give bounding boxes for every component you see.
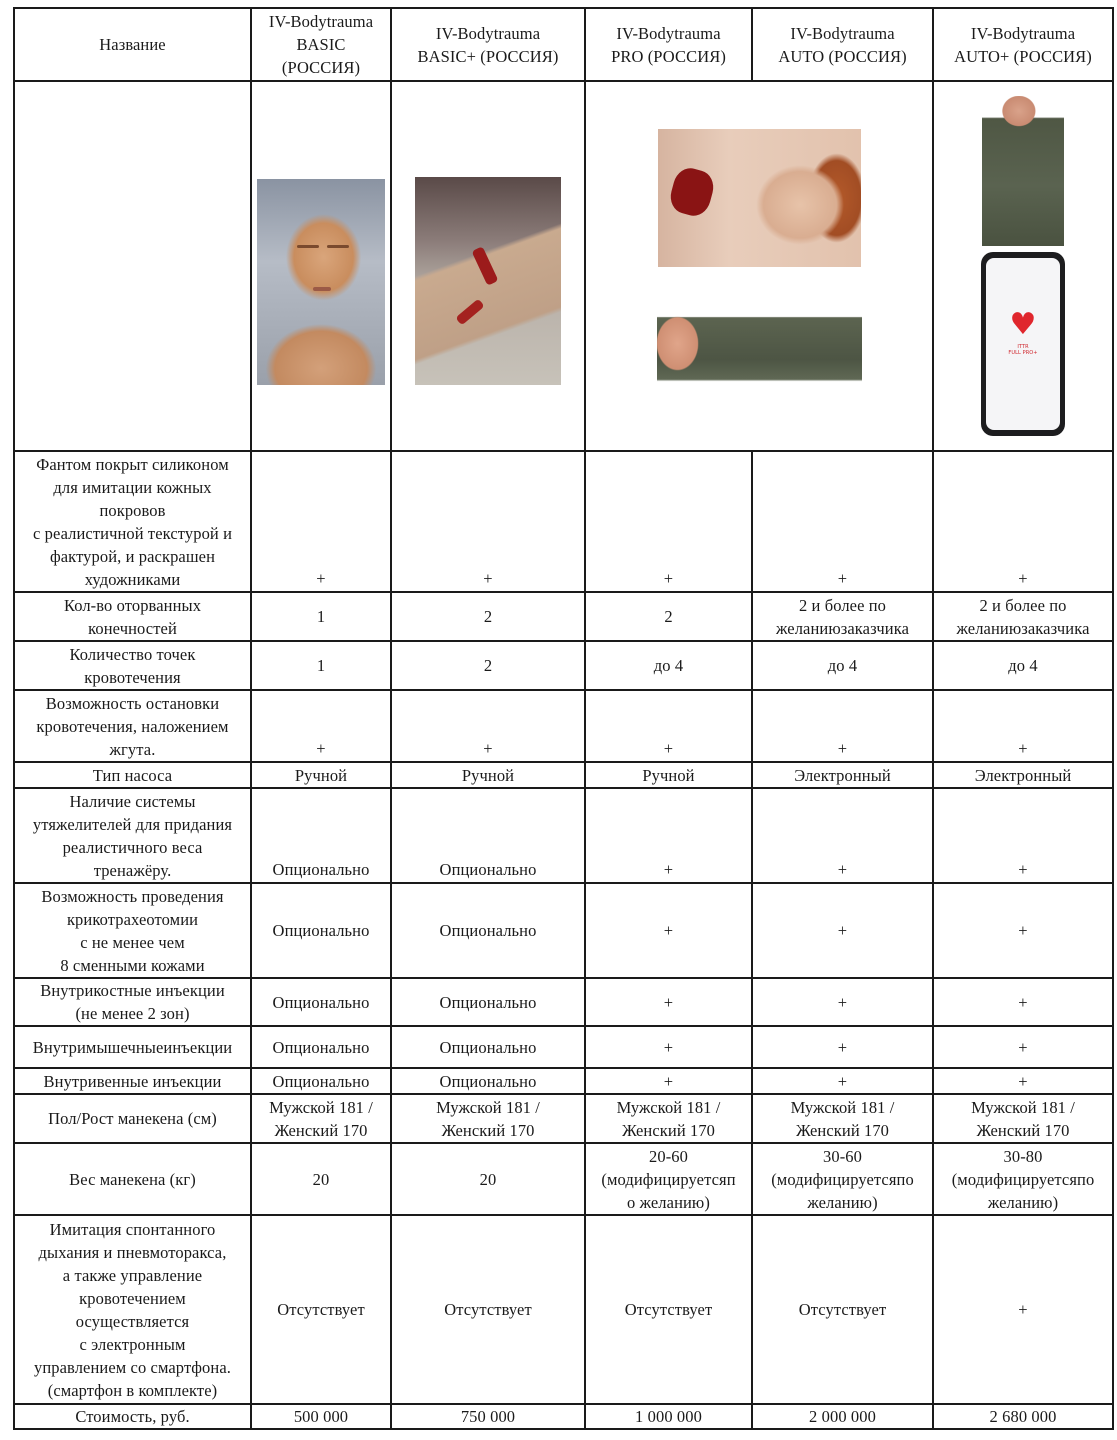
row-label-line: фактурой, и раскрашен [49,546,216,566]
row-label-line: покровов [99,500,166,520]
wounded-arm-photo [415,177,561,385]
value-cell [752,1026,933,1068]
value-cell [933,1068,1113,1094]
value-line: + [663,1037,674,1057]
value-line: + [1018,992,1028,1012]
value-line: + [1018,921,1028,940]
value-line: + [1018,1071,1028,1091]
value-line: + [316,739,326,758]
value-line: Опционально [439,860,537,879]
row-label [14,883,251,978]
value-line: Опционально [272,1071,370,1091]
value-cell [585,690,752,762]
value-line: (модифицируетсяпо [771,1169,914,1189]
value-line: Мужской 181 / [790,1097,895,1117]
value-line: Опционально [272,860,370,879]
value-line: желаниюзаказчика [776,618,909,638]
value-cell [752,1068,933,1094]
row-label-line: с не менее чем [80,932,185,952]
row-label [14,1215,251,1404]
row-label-line: Фантом покрыт силиконом [36,454,229,474]
value-cell [752,1215,933,1404]
value-cell [585,788,752,883]
value-line: Отсутствует [798,1300,887,1319]
table-row [14,1026,1113,1068]
table-row [14,1094,1113,1143]
value-cell [391,1215,585,1404]
row-label-line: Количество точек [69,644,196,664]
smartphone-app-screenshot [981,252,1065,436]
value-line: Отсутствует [277,1300,365,1319]
table-row [14,1215,1113,1404]
value-line: Отсутствует [624,1300,713,1319]
row-label-line: управлением со смартфона. [34,1357,231,1377]
row-label-line: (не менее 2 зон) [75,1004,190,1023]
value-line: 2 [483,656,493,675]
row-label-line: с реалистичной текстурой и [32,523,233,543]
value-cell [585,641,752,690]
row-label-line: реалистичного веса [62,837,203,857]
value-cell [585,1404,752,1429]
value-line: Мужской 181 / [616,1097,721,1117]
value-line: Женский 170 [621,1120,716,1140]
value-cell [391,451,585,592]
value-cell [251,1094,391,1143]
table-row [14,592,1113,641]
value-line: Женский 170 [441,1120,535,1140]
value-line: + [1018,1037,1028,1057]
value-cell [752,451,933,592]
value-cell [752,592,933,641]
table-row [14,978,1113,1026]
value-line: Опционально [272,992,370,1012]
row-label-line: Внутрикостные инъекции [40,981,225,1000]
row-label-line: Имитация спонтанного [49,1219,216,1239]
value-line: 30-60 [823,1146,862,1166]
value-line: + [663,860,674,879]
product-header-auto-plus [933,8,1113,81]
row-label-line: Тип насоса [92,765,173,785]
value-line: 20 [479,1169,497,1189]
value-line: 20 [312,1169,330,1189]
row-label [14,641,251,690]
value-line: желаниюзаказчика [956,618,1090,638]
value-cell [585,1068,752,1094]
row-label [14,592,251,641]
image-cell-auto-plus [933,81,1113,451]
value-cell [251,451,391,592]
value-line: + [837,1037,848,1057]
product-header-pro [585,8,752,81]
value-cell [251,1068,391,1094]
value-line: Электронный [794,765,891,785]
row-label-line: Вес манекена (кг) [69,1169,196,1189]
row-label-line: Стоимость, руб. [75,1407,190,1426]
value-line: + [837,921,848,940]
row-label-line: (смартфон в комплекте) [47,1380,218,1400]
value-line: + [663,921,674,940]
value-cell [933,978,1113,1026]
value-cell [933,1143,1113,1215]
row-label [14,1026,251,1068]
value-cell [933,641,1113,690]
value-cell [251,1215,391,1404]
value-line: + [483,569,493,588]
standing-soldier-mannequin-photo [982,96,1064,246]
table-row [14,1068,1113,1094]
phone-caption-line: ITTR [1017,344,1029,350]
value-cell [251,592,391,641]
value-line: + [663,739,674,758]
value-cell [391,1143,585,1215]
row-label-line: конечностей [88,618,177,638]
value-line: Ручной [461,765,515,785]
value-cell [585,762,752,788]
value-cell [585,1143,752,1215]
value-line: желанию) [987,1192,1059,1212]
row-label-line: 8 сменными кожами [60,955,205,975]
value-line: 2 и более по [979,595,1067,615]
value-cell [585,978,752,1026]
row-label [14,1143,251,1215]
value-cell [251,641,391,690]
value-cell [391,978,585,1026]
value-cell [391,641,585,690]
value-cell [585,1094,752,1143]
value-cell [251,1404,391,1429]
value-line: Женский 170 [795,1120,890,1140]
value-cell [585,1215,752,1404]
value-cell [933,788,1113,883]
row-label-line: художниками [84,569,181,589]
value-cell [391,690,585,762]
value-cell [251,1026,391,1068]
value-line: 1 [316,607,326,626]
value-line: Мужской 181 / [269,1097,373,1117]
value-line: желанию) [807,1192,878,1212]
value-cell [933,1215,1113,1404]
image-cell-basic [251,81,391,451]
value-line: Опционально [439,1071,537,1091]
row-label-line: Кол-во оторванных [63,595,202,615]
value-cell [585,592,752,641]
value-cell [251,978,391,1026]
value-line: Женский 170 [976,1120,1070,1140]
table-row [14,641,1113,690]
value-cell [391,1068,585,1094]
lying-soldier-mannequin-photo [657,295,862,403]
table-row [14,1143,1113,1215]
value-line: 500 000 [293,1407,349,1426]
row-label-line: Пол/Рост манекена (см) [48,1109,217,1128]
value-line: Опционально [439,1037,537,1057]
header-line: IV-Bodytrauma [268,12,374,31]
header-line: IV-Bodytrauma [435,23,541,43]
value-line: Электронный [974,765,1072,785]
row-label [14,978,251,1026]
value-line: + [1018,860,1028,879]
row-label [14,1068,251,1094]
value-line: Опционально [439,921,537,940]
phone-screen [986,258,1060,430]
table-row [14,788,1113,883]
table-row [14,451,1113,592]
row-label-line: кровотечением [79,1288,186,1308]
value-line: + [837,992,848,1012]
header-line: BASIC+ (РОССИЯ) [417,46,559,66]
value-cell [752,1143,933,1215]
row-label [14,788,251,883]
value-cell [585,451,752,592]
value-line: 1 [316,656,326,675]
value-line: Опционально [272,1037,370,1057]
value-line: Ручной [294,765,348,785]
value-cell [752,1404,933,1429]
value-line: Опционально [272,921,370,940]
value-line: + [663,1071,674,1091]
value-cell [933,762,1113,788]
value-cell [585,1026,752,1068]
row-label [14,762,251,788]
row-label-line: для имитации кожных [53,477,212,497]
product-header-basic [251,8,391,81]
row-label [14,1404,251,1429]
value-cell [752,978,933,1026]
header-line: IV-Bodytrauma [970,23,1076,43]
value-cell [752,1094,933,1143]
value-line: + [1018,739,1028,758]
table-row [14,690,1113,762]
wounded-female-torso-photo [658,129,861,267]
header-row [14,8,1113,81]
value-cell [391,1026,585,1068]
value-cell [933,883,1113,978]
value-line: + [663,992,674,1012]
header-line: AUTO (РОССИЯ) [778,46,907,66]
table-row [14,883,1113,978]
header-line: BASIC [296,35,346,54]
row-label-line: Внутримышечныеинъекции [32,1037,233,1057]
row-label [14,1094,251,1143]
value-line: Мужской 181 / [971,1097,1075,1117]
value-cell [391,762,585,788]
header-label: Название [14,8,251,81]
value-cell [933,690,1113,762]
value-line: 2 [483,607,493,626]
value-line: Отсутствует [444,1300,532,1319]
value-line: 750 000 [460,1407,516,1426]
value-cell [933,1094,1113,1143]
mannequin-head-photo [257,179,385,385]
value-line: + [663,569,674,588]
value-line: 20-60 [649,1146,688,1166]
value-cell [933,592,1113,641]
value-cell [752,788,933,883]
value-cell [752,883,933,978]
value-cell [752,690,933,762]
table-row [14,1404,1113,1429]
value-line: + [1018,1300,1028,1319]
value-line: до 4 [1008,656,1038,675]
value-line: + [483,739,493,758]
value-line: Ручной [642,765,695,785]
header-line: (РОССИЯ) [281,58,361,77]
value-line: 2 000 000 [809,1407,876,1426]
value-cell [752,762,933,788]
value-cell [251,788,391,883]
value-line: 2 [664,607,673,626]
value-line: 1 000 000 [635,1407,702,1426]
row-label-line: с электронным [79,1334,186,1354]
value-line: 30-80 [1003,1146,1043,1166]
value-cell [251,690,391,762]
row-label-line: кровотечения, наложением [36,716,229,736]
value-line: + [1018,569,1028,588]
value-cell [391,788,585,883]
value-cell [933,451,1113,592]
row-label-line: кровотечения [84,667,181,687]
header-line: IV-Bodytrauma [790,23,895,43]
row-label-line: тренажёру. [93,860,172,880]
phone-caption-line: FULL PRO+ [1008,350,1038,356]
value-line: + [837,1071,848,1091]
images-label-cell [14,81,251,451]
row-label-line: Наличие системы [69,791,196,811]
row-label-line: а также управление [62,1265,203,1285]
value-line: до 4 [827,656,858,675]
row-label [14,690,251,762]
value-cell [391,592,585,641]
value-line: 2 680 000 [989,1407,1057,1426]
value-cell [752,641,933,690]
comparison-table [13,7,1114,1430]
value-line: о желанию) [627,1192,710,1212]
row-label [14,451,251,592]
value-cell [391,1404,585,1429]
value-cell [933,1026,1113,1068]
value-line: до 4 [653,656,684,675]
value-line: + [837,739,848,758]
row-label-line: осуществляется [75,1311,190,1331]
table-row [14,762,1113,788]
value-line: + [837,569,848,588]
value-cell [391,1094,585,1143]
heart-icon: ♥ [1009,307,1037,342]
phone-app-caption [986,344,1060,356]
value-line: (модифицируетсяп [601,1169,736,1189]
value-line: + [837,860,848,879]
row-label-line: крикотрахеотомии [66,909,199,929]
row-label-line: Возможность проведения [41,886,224,906]
value-line: + [316,569,326,588]
value-cell [585,883,752,978]
image-cell-basic-plus [391,81,585,451]
value-cell [251,883,391,978]
product-header-auto [752,8,933,81]
value-cell [251,1143,391,1215]
row-label-line: утяжелителей для придания [32,814,233,834]
value-line: 2 и более по [798,595,887,615]
value-line: (модифицируетсяпо [951,1169,1095,1189]
value-cell [251,762,391,788]
value-cell [391,883,585,978]
value-cell [933,1404,1113,1429]
value-line: Мужской 181 / [436,1097,540,1117]
row-label-line: Внутривенные инъекции [43,1071,222,1091]
value-line: Женский 170 [274,1120,368,1140]
images-row [14,81,1113,451]
row-label-line: жгута. [109,739,156,759]
product-header-basic-plus [391,8,585,81]
row-label-line: Возможность остановки [45,693,220,713]
header-line: PRO (РОССИЯ) [611,46,726,66]
image-cell-pro [585,81,933,451]
header-line: AUTO+ (РОССИЯ) [954,46,1092,66]
row-label-line: дыхания и пневмоторакса, [38,1242,227,1262]
value-line: Опционально [439,992,537,1012]
header-line: IV-Bodytrauma [616,23,721,43]
